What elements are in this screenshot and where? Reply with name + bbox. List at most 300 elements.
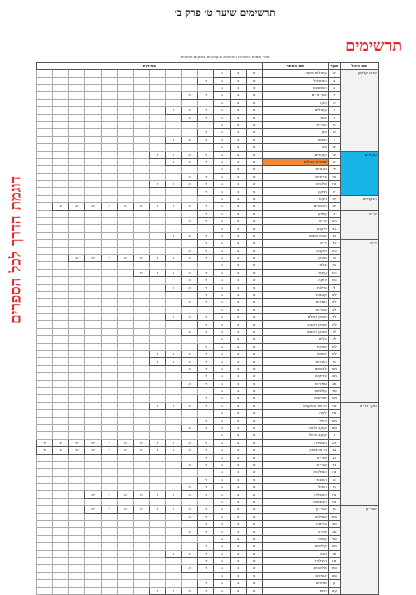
sefira-cell (149, 240, 165, 247)
table-row (37, 269, 379, 276)
sefira-cell (149, 476, 165, 483)
sefira-cell: ב (230, 195, 246, 202)
sefira-cell (37, 314, 53, 321)
table-row (37, 565, 379, 572)
sefira-cell (198, 498, 214, 505)
sefira-cell: ג (214, 158, 230, 165)
sefira-cell: ג (214, 565, 230, 572)
sefira-cell (69, 543, 85, 550)
sefira-cell: ג (214, 417, 230, 424)
sefira-cell (117, 395, 133, 402)
sefira-cell (53, 144, 69, 151)
sefira-cell: ז (149, 181, 165, 188)
sefira-cell (101, 469, 117, 476)
table-row (37, 151, 379, 158)
sefira-cell (85, 225, 101, 232)
sefira-cell: ב (230, 506, 246, 513)
sefira-cell: א (246, 380, 262, 387)
sefira-cell: ה (182, 513, 198, 520)
sefira-cell (101, 314, 117, 321)
sefira-cell: ג (214, 336, 230, 343)
sefira-cell: ב (230, 491, 246, 498)
sefira-cell: א (246, 373, 262, 380)
row-code: ג (328, 84, 340, 91)
sefira-cell: ד (198, 491, 214, 498)
sefira-cell (101, 144, 117, 151)
sefira-cell (37, 218, 53, 225)
sefira-cell (37, 424, 53, 431)
sefira-cell: ב (230, 99, 246, 106)
row-name: יעקב ולאה (262, 424, 328, 431)
sefira-cell: ג (214, 195, 230, 202)
sefira-cell: ב (230, 328, 246, 335)
sefira-cell (198, 70, 214, 77)
row-name: לבושים (262, 365, 328, 372)
sefira-cell (101, 461, 117, 468)
sefira-cell (85, 314, 101, 321)
sefira-cell (166, 380, 182, 387)
sefira-cell (69, 580, 85, 587)
sefira-cell (85, 402, 101, 409)
sefira-cell (101, 550, 117, 557)
sefira-cell: ג (214, 587, 230, 594)
sefira-cell: ז (149, 358, 165, 365)
sefira-cell: ב (230, 158, 246, 165)
sefira-cell: ה (182, 158, 198, 165)
sefira-cell: ב (230, 476, 246, 483)
sefira-cell: א (246, 173, 262, 180)
sefira-cell: ג (214, 410, 230, 417)
sefira-cell: ו (166, 284, 182, 291)
sefira-cell: יג (53, 447, 69, 454)
sefira-cell (182, 373, 198, 380)
sefira-cell (166, 70, 182, 77)
sefira-cell (117, 225, 133, 232)
sefira-cell (53, 395, 69, 402)
sefira-cell (69, 158, 85, 165)
sefira-cell: ג (214, 166, 230, 173)
sefira-cell (53, 218, 69, 225)
sefira-cell (133, 580, 149, 587)
sefira-cell: א (246, 314, 262, 321)
sefira-cell: ד (198, 203, 214, 210)
sefira-cell (85, 476, 101, 483)
sefira-cell (69, 410, 85, 417)
sefira-cell: ד (198, 439, 214, 446)
row-name: מלכים (262, 181, 328, 188)
sefira-cell (53, 380, 69, 387)
sefira-cell (117, 173, 133, 180)
sefira-cell (149, 543, 165, 550)
sefira-cell: יג (53, 439, 69, 446)
sefira-cell: ג (214, 557, 230, 564)
sefira-cell: ב (230, 388, 246, 395)
sefira-cell (53, 535, 69, 542)
sefira-cell: ב (230, 373, 246, 380)
sefira-cell (133, 121, 149, 128)
sefira-cell: ב (230, 321, 246, 328)
sefira-cell (69, 535, 85, 542)
sefira-cell (133, 521, 149, 528)
sefira-cell (133, 218, 149, 225)
sefira-cell: ב (230, 543, 246, 550)
sefira-cell (133, 277, 149, 284)
sefira-cell: ח (133, 447, 149, 454)
sefira-cell (37, 351, 53, 358)
sefira-cell (53, 550, 69, 557)
sefira-cell (53, 173, 69, 180)
sefira-cell (117, 402, 133, 409)
row-name: בריאה (262, 521, 328, 528)
sefira-cell: א (246, 365, 262, 372)
sefira-cell (198, 535, 214, 542)
row-name: מוחין (262, 254, 328, 261)
sefira-cell (166, 469, 182, 476)
sefira-cell: ג (214, 343, 230, 350)
sefira-cell (37, 107, 53, 114)
sefira-cell (53, 299, 69, 306)
sefira-cell: א (246, 269, 262, 276)
row-name: התפלה (262, 491, 328, 498)
sefira-cell (69, 99, 85, 106)
sefira-cell: א (246, 447, 262, 454)
sefira-cell (149, 107, 165, 114)
sefira-cell: ד (198, 395, 214, 402)
sefira-cell (133, 454, 149, 461)
sefira-cell (53, 343, 69, 350)
sefira-cell (149, 535, 165, 542)
row-code: מט (328, 424, 340, 431)
sefira-cell (53, 284, 69, 291)
sefira-cell (117, 454, 133, 461)
sefira-cell (149, 188, 165, 195)
table-row (37, 535, 379, 542)
table-row (37, 121, 379, 128)
table-row (37, 395, 379, 402)
sefira-cell (53, 373, 69, 380)
sefira-cell: ב (230, 188, 246, 195)
sefira-cell (53, 277, 69, 284)
sefira-cell (149, 343, 165, 350)
sefira-cell (182, 240, 198, 247)
sefira-cell: ג (214, 225, 230, 232)
sefira-cell: ד (198, 254, 214, 261)
sefira-cell (85, 484, 101, 491)
sefira-cell (85, 84, 101, 91)
section-label: עקודים (340, 151, 378, 195)
sefira-cell (182, 84, 198, 91)
row-name: שרפים (262, 580, 328, 587)
table-row (37, 439, 379, 446)
sefira-cell (85, 454, 101, 461)
sefira-cell (133, 587, 149, 594)
header-parzuf: שם היכל (340, 63, 378, 70)
row-name: היכלות (262, 557, 328, 564)
sefira-cell (85, 247, 101, 254)
sefira-cell: א (246, 587, 262, 594)
sefira-cell: ה (182, 506, 198, 513)
table-row (37, 299, 379, 306)
row-name: דיקנא (262, 225, 328, 232)
sefira-cell: ד (198, 454, 214, 461)
sefira-cell: ד (198, 173, 214, 180)
sefira-cell (101, 166, 117, 173)
sefira-cell (166, 188, 182, 195)
sefira-cell (182, 129, 198, 136)
sefira-cell (133, 314, 149, 321)
sefira-cell: ה (182, 550, 198, 557)
sefira-cell (85, 528, 101, 535)
sefira-cell (117, 158, 133, 165)
sefira-cell (69, 565, 85, 572)
sefira-cell: ג (214, 402, 230, 409)
sefira-cell (166, 121, 182, 128)
sefira-cell: ו (166, 203, 182, 210)
sefira-cell: יב (69, 439, 85, 446)
sefira-cell (133, 284, 149, 291)
sefira-cell: א (246, 218, 262, 225)
sefira-cell: ג (214, 380, 230, 387)
table-row (37, 70, 379, 77)
sefira-cell: ו (166, 402, 182, 409)
sefira-cell (133, 306, 149, 313)
row-name: א״א (262, 218, 328, 225)
sefira-cell (133, 77, 149, 84)
sefira-cell: ב (230, 107, 246, 114)
sefira-cell (53, 166, 69, 173)
sefira-cell (149, 232, 165, 239)
sefira-cell (101, 247, 117, 254)
row-name: עיבור (262, 269, 328, 276)
sefira-cell: א (246, 521, 262, 528)
sefira-cell (166, 343, 182, 350)
sefira-cell (182, 417, 198, 424)
sefira-cell (37, 321, 53, 328)
sefira-cell (133, 225, 149, 232)
sefira-cell (85, 550, 101, 557)
table-row (37, 114, 379, 121)
table-row (37, 402, 379, 409)
sefira-cell (149, 528, 165, 535)
row-code: ז (328, 114, 340, 121)
sefira-cell (149, 321, 165, 328)
sefira-cell: ח (133, 254, 149, 261)
sefira-cell (85, 121, 101, 128)
sefira-cell (37, 84, 53, 91)
sefira-cell: ב (230, 299, 246, 306)
section-label: אבי״ע (340, 506, 378, 595)
sefira-cell (37, 203, 53, 210)
sefira-cell (37, 254, 53, 261)
sefira-cell (53, 336, 69, 343)
sefira-cell: ג (214, 188, 230, 195)
sefira-cell: ו (166, 107, 182, 114)
table-row (37, 77, 379, 84)
sefira-cell (149, 166, 165, 173)
sefira-cell: ב (230, 232, 246, 239)
row-name: מוחין דאבא (262, 321, 328, 328)
sefira-cell (37, 587, 53, 594)
sefira-cell: יד (37, 447, 53, 454)
sefira-cell (85, 99, 101, 106)
table-row (37, 232, 379, 239)
sefira-cell: א (246, 121, 262, 128)
row-code: יג (328, 158, 340, 165)
sefira-cell (69, 262, 85, 269)
sefira-cell (85, 358, 101, 365)
row-code: ה (328, 99, 340, 106)
sefira-cell (85, 535, 101, 542)
sefira-cell: ד (198, 114, 214, 121)
row-name: הקו (262, 99, 328, 106)
sefira-cell: ג (214, 247, 230, 254)
sefira-cell (53, 232, 69, 239)
sefira-cell: ג (214, 469, 230, 476)
sefira-cell: ד (198, 543, 214, 550)
sefira-cell: ב (230, 498, 246, 505)
sefira-cell: ג (214, 210, 230, 217)
sefira-cell (198, 121, 214, 128)
sefira-cell (166, 565, 182, 572)
section-label: נוק׳ דז״א (340, 402, 378, 505)
row-code: מא (328, 365, 340, 372)
table-row (37, 240, 379, 247)
sefira-cell: א (246, 306, 262, 313)
sefira-cell (101, 358, 117, 365)
sefira-cell (117, 424, 133, 431)
sefira-cell: יא (85, 506, 101, 513)
sefira-cell (133, 380, 149, 387)
sefira-cell (85, 380, 101, 387)
sefira-cell: א (246, 181, 262, 188)
sefira-cell (85, 262, 101, 269)
sefira-cell: א (246, 225, 262, 232)
sefira-cell (133, 291, 149, 298)
sefira-cell: ב (230, 144, 246, 151)
sefira-cell: ה (182, 365, 198, 372)
table-row (37, 284, 379, 291)
section-label: אדם קדמון (340, 70, 378, 151)
sefira-cell (101, 351, 117, 358)
sefira-cell: ג (214, 269, 230, 276)
sefira-cell (69, 188, 85, 195)
row-code: נט (328, 498, 340, 505)
sefira-cell (101, 277, 117, 284)
sefira-cell (133, 351, 149, 358)
row-code: מד (328, 388, 340, 395)
sefira-cell (85, 114, 101, 121)
row-name: קליפות (262, 543, 328, 550)
sefira-cell: ו (166, 550, 182, 557)
table-row (37, 181, 379, 188)
sefira-cell (69, 557, 85, 564)
sefira-cell: א (246, 572, 262, 579)
sefira-cell (85, 136, 101, 143)
sefira-cell (101, 299, 117, 306)
sefira-cell (182, 395, 198, 402)
sefira-cell: ג (214, 572, 230, 579)
sefira-cell (69, 314, 85, 321)
sefira-cell (149, 380, 165, 387)
sefira-cell (182, 291, 198, 298)
row-name: חוטם (262, 136, 328, 143)
sefira-cell: א (246, 506, 262, 513)
sefira-cell (166, 225, 182, 232)
row-name: אורות (262, 343, 328, 350)
sefira-cell (85, 572, 101, 579)
sefira-cell (133, 247, 149, 254)
sefira-cell (53, 351, 69, 358)
sefira-cell: ד (198, 447, 214, 454)
sefira-cell: ג (214, 388, 230, 395)
row-name: נקודים (262, 166, 328, 173)
sefira-cell: ה (182, 402, 198, 409)
sefira-cell (198, 572, 214, 579)
table-row (37, 343, 379, 350)
sefira-cell (53, 402, 69, 409)
sefira-cell (166, 92, 182, 99)
sefira-cell: ג (214, 277, 230, 284)
sefira-cell (69, 77, 85, 84)
sefira-cell (133, 358, 149, 365)
table-row (37, 203, 379, 210)
sefira-cell: ד (198, 365, 214, 372)
sefira-cell (85, 587, 101, 594)
sefira-cell: א (246, 550, 262, 557)
sefira-cell (166, 543, 182, 550)
sefira-cell (85, 77, 101, 84)
sefira-cell: ז (149, 587, 165, 594)
sefira-cell: ג (214, 173, 230, 180)
row-name: אבי״ע (262, 506, 328, 513)
row-name: אבא ואמא (262, 232, 328, 239)
table-row (37, 461, 379, 468)
sefira-cell (69, 498, 85, 505)
sefira-cell: ב (230, 580, 246, 587)
sefira-cell (117, 144, 133, 151)
sefira-cell: א (246, 513, 262, 520)
sefira-cell (37, 247, 53, 254)
sefira-cell: ג (214, 424, 230, 431)
row-name: עקודים (262, 151, 328, 158)
sefira-cell (117, 284, 133, 291)
sefira-cell: ג (214, 99, 230, 106)
sefira-cell (85, 107, 101, 114)
sefira-cell (53, 543, 69, 550)
sefira-cell: ה (182, 173, 198, 180)
sefira-cell: ז (149, 506, 165, 513)
sefira-cell (101, 432, 117, 439)
sefira-cell (37, 521, 53, 528)
sefira-cell (85, 70, 101, 77)
sefira-cell (166, 195, 182, 202)
table-row (37, 306, 379, 313)
sefira-cell: ז (149, 254, 165, 261)
row-code: ד (328, 92, 340, 99)
table-row (37, 373, 379, 380)
sefira-cell (182, 306, 198, 313)
sefira-cell (182, 521, 198, 528)
sefira-cell: א (246, 114, 262, 121)
sefira-cell: ב (230, 129, 246, 136)
sefira-cell: ב (230, 336, 246, 343)
sefira-cell (37, 454, 53, 461)
sefira-cell (149, 277, 165, 284)
sefira-cell (53, 107, 69, 114)
sefira-cell (101, 195, 117, 202)
sefira-cell: א (246, 188, 262, 195)
header-code: שער (330, 63, 339, 68)
